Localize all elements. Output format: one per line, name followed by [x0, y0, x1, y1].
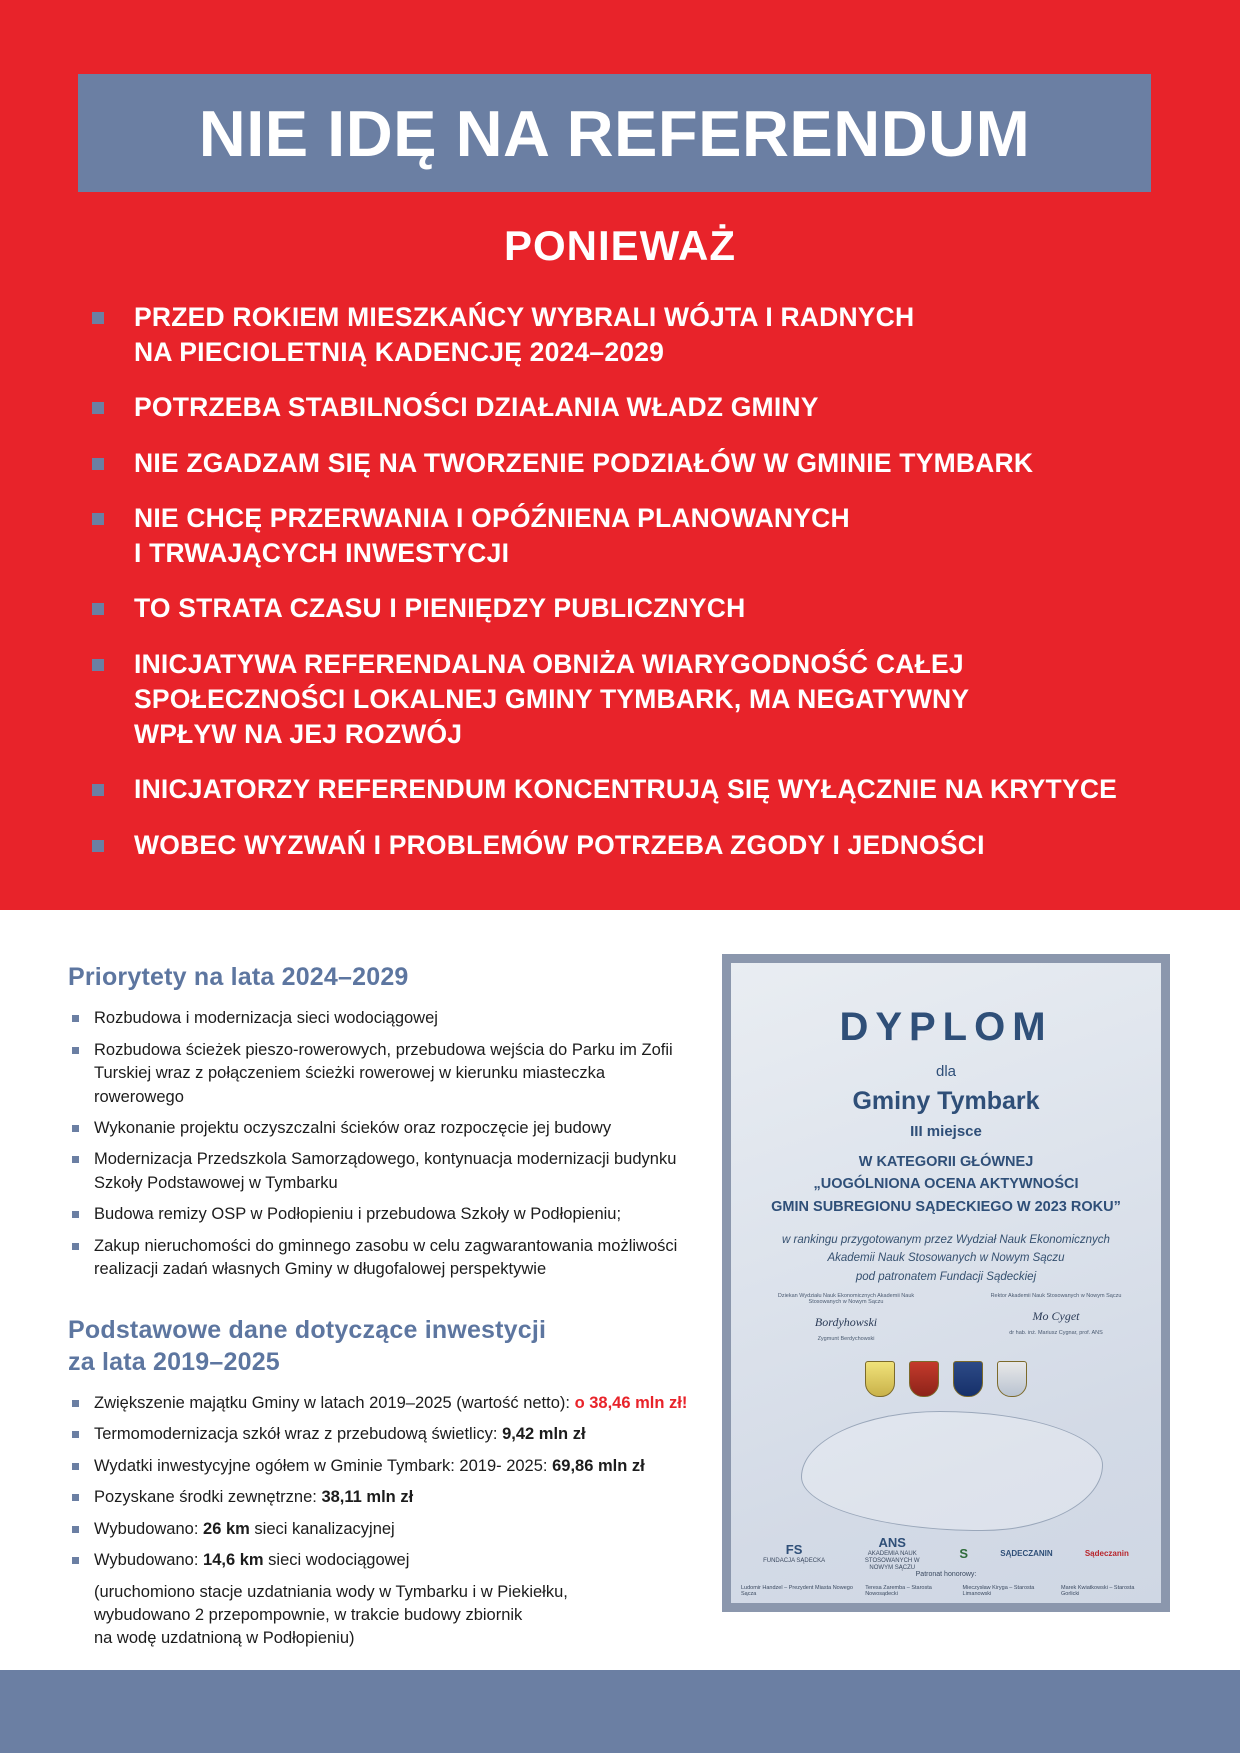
- diploma-category-line-2: „UOGÓLNIONA OCENA AKTYWNOŚCI: [813, 1176, 1079, 1193]
- list-item-value: 38,11 mln zł: [321, 1488, 414, 1507]
- coat-of-arms-icon: [909, 1361, 939, 1397]
- list-item-text: Wykonanie projektu oczyszczalni ścieków oraz rozpoczęcie jej budowy: [94, 1118, 612, 1137]
- list-item: [68, 1392, 688, 1415]
- diploma-category-line-1: W KATEGORII GŁÓWNEJ: [858, 1154, 1034, 1170]
- diploma-photo-frame: [722, 954, 1170, 1612]
- signature-role: Rektor Akademii Nauk Stosowanych w Nowym Sączu: [990, 1293, 1122, 1299]
- list-item-text: Pozyskane środki zewnętrzne:: [94, 1488, 317, 1507]
- diploma-title: DYPLOM: [839, 1005, 1053, 1049]
- investments-note-line-2: wybudowano 2 przepompownie, w trakcie budowy zbiornik: [94, 1605, 523, 1624]
- list-item-text: Zwiększenie majątku Gminy w latach 2019–2025 (wartość netto):: [94, 1393, 570, 1412]
- coat-of-arms-icon: [865, 1361, 895, 1397]
- details-section: [0, 910, 1240, 1670]
- claim-line-2: NA PIECIOLETNIĄ KADENCJĘ 2024–2029: [134, 337, 665, 368]
- list-item-value: 14,6 km: [203, 1551, 264, 1570]
- claim-item: [88, 446, 1178, 481]
- square-bullet-icon: [72, 1015, 79, 1022]
- investments-note-line-3: na wodę uzdatnioną w Podłopieniu): [94, 1629, 355, 1648]
- diploma-patrons: [731, 1585, 1161, 1597]
- headline-banner: [78, 74, 1151, 192]
- signature-name: Zygmunt Berdychowski: [817, 1336, 875, 1342]
- list-item-text: Rozbudowa i modernizacja sieci wodociągowej: [94, 1009, 438, 1028]
- bottom-color-band: [0, 1670, 1240, 1753]
- coats-of-arms-row: [731, 1361, 1161, 1397]
- square-bullet-icon: [72, 1494, 79, 1501]
- diploma-logos: [731, 1535, 1161, 1572]
- list-item-text: Termomodernizacja szkół wraz z przebudową świetlicy:: [94, 1425, 498, 1444]
- logo-mark: SĄDECZANIN: [1000, 1548, 1053, 1558]
- list-item: [68, 1039, 688, 1109]
- signature-scribble: Bordyhowski: [814, 1315, 878, 1329]
- square-bullet-icon: [92, 513, 104, 525]
- claim-line-2: SPOŁECZNOŚCI LOKALNEJ GMINY TYMBARK, MA NEGATYWNY: [134, 683, 970, 714]
- square-bullet-icon: [72, 1125, 79, 1132]
- list-item-suffix: sieci kanalizacyjnej: [254, 1519, 395, 1538]
- diploma-category-line-3: GMIN SUBREGIONU SĄDECKIEGO W 2023 ROKU”: [771, 1198, 1121, 1215]
- logo-mark: Sądeczanin: [1084, 1548, 1129, 1558]
- claim-line-1: TO STRATA CZASU I PIENIĘDZY PUBLICZNYCH: [134, 593, 746, 624]
- logo-item: [763, 1542, 825, 1565]
- list-item-text: Rozbudowa ścieżek pieszo-rowerowych, przebudowa wejścia do Parku im Zofii Turskiej wraz z połączeniem ścieżki rowerowej w kierunku miasteczka rowerowego: [94, 1040, 673, 1106]
- square-bullet-icon: [92, 784, 104, 796]
- logo-caption: FUNDACJA SĄDECKA: [763, 1557, 826, 1564]
- investments-note-line-1: (uruchomiono stacje uzdatniania wody w Tymbarku i w Piekiełku,: [94, 1582, 568, 1601]
- signature-role: Dziekan Wydziału Nauk Ekonomicznych Akademii Nauk Stosowanych w Nowym Sączu: [777, 1293, 915, 1305]
- patron-name: Marek Kwiatkowski – Starosta Gorlicki: [1061, 1585, 1135, 1597]
- claim-item: [88, 591, 1178, 626]
- list-item: [68, 1203, 688, 1226]
- patron-name: Mieczysław Kiryga – Starosta Limanowski: [962, 1585, 1035, 1597]
- square-bullet-icon: [72, 1557, 79, 1564]
- list-item: [68, 1423, 688, 1446]
- list-item-text: Wybudowano:: [94, 1551, 199, 1570]
- diploma-for-label: dla: [935, 1063, 957, 1080]
- logo-mark: S: [959, 1545, 969, 1561]
- claim-line-3: WPŁYW NA JEJ ROZWÓJ: [134, 719, 463, 750]
- list-item-text: Zakup nieruchomości do gminnego zasobu w celu zagwarantowania możliwości realizacji zadań własnych Gminy w długofalowej perspektywie: [94, 1236, 678, 1279]
- investments-note: [68, 1581, 688, 1651]
- square-bullet-icon: [92, 458, 104, 470]
- priorities-list: [68, 1007, 688, 1281]
- list-item: [68, 1007, 688, 1030]
- claim-item: [88, 772, 1178, 807]
- square-bullet-icon: [72, 1211, 79, 1218]
- claims-list: [88, 300, 1178, 883]
- claim-line-1: NIE ZGADZAM SIĘ NA TWORZENIE PODZIAŁÓW W GMINIE TYMBARK: [134, 447, 1034, 478]
- claim-line-1: POTRZEBA STABILNOŚCI DZIAŁANIA WŁADZ GMINY: [134, 392, 819, 423]
- square-bullet-icon: [72, 1047, 79, 1054]
- list-item: [68, 1486, 688, 1509]
- claim-item: [88, 390, 1178, 425]
- subregion-map-outline: [801, 1411, 1103, 1531]
- logo-item: [959, 1546, 968, 1562]
- list-item-value: 26 km: [203, 1519, 250, 1538]
- signature-name: dr hab. inż. Mariusz Cygnar, prof. ANS: [1009, 1330, 1103, 1336]
- logo-item: [857, 1535, 927, 1572]
- patron-name: Teresa Zaremba – Starosta Nowosądecki: [865, 1585, 932, 1597]
- poster-subheadline: PONIEWAŻ: [503, 222, 736, 269]
- logo-item: [1085, 1549, 1129, 1559]
- square-bullet-icon: [92, 402, 104, 414]
- diploma-patron-label: Patronat honorowy:: [915, 1571, 977, 1578]
- priorities-title: Priorytety na lata 2024–2029: [68, 963, 409, 991]
- list-item: [68, 1235, 688, 1282]
- square-bullet-icon: [92, 312, 104, 324]
- list-item-value: 69,86 mln zł: [552, 1456, 645, 1475]
- diploma-subtitle: [731, 1231, 1161, 1286]
- square-bullet-icon: [72, 1526, 79, 1533]
- poster-headline: NIE IDĘ NA REFERENDUM: [198, 96, 1031, 170]
- claim-item: [88, 647, 1178, 753]
- square-bullet-icon: [72, 1156, 79, 1163]
- list-item-text: Modernizacja Przedszkola Samorządowego, kontynuacja modernizacji budynku Szkoły Podstawowej w Tymbarku: [94, 1150, 677, 1192]
- investments-list: [68, 1392, 688, 1651]
- diploma-category: [731, 1151, 1161, 1218]
- left-column: [68, 962, 688, 1659]
- square-bullet-icon: [72, 1431, 79, 1438]
- claim-line-1: INICJATYWA REFERENDALNA OBNIŻA WIARYGODNOŚĆ CAŁEJ: [134, 648, 964, 679]
- diploma-subtitle-line-1: w rankingu przygotowanym przez Wydział Nauk Ekonomicznych: [782, 1234, 1110, 1246]
- claim-line-1: NIE CHCĘ PRZERWANIA I OPÓŹNIENA PLANOWANYCH: [134, 502, 850, 533]
- claim-item: [88, 501, 1178, 571]
- list-item-suffix: sieci wodociągowej: [268, 1551, 410, 1570]
- coat-of-arms-icon: [953, 1361, 983, 1397]
- investments-title: [68, 1315, 688, 1378]
- list-item: [68, 1117, 688, 1140]
- square-bullet-icon: [92, 603, 104, 615]
- list-item: [68, 1455, 688, 1478]
- diploma-place: III miejsce: [910, 1123, 982, 1140]
- claim-item: [88, 300, 1178, 370]
- logo-mark: ANS: [878, 1535, 906, 1550]
- square-bullet-icon: [72, 1463, 79, 1470]
- diploma-recipient: Gminy Tymbark: [852, 1087, 1040, 1115]
- square-bullet-icon: [72, 1243, 79, 1250]
- list-item-text: Wybudowano:: [94, 1519, 199, 1538]
- diploma-subtitle-line-2: Akademii Nauk Stosowanych w Nowym Sączu: [827, 1252, 1065, 1265]
- signature-block-left: [761, 1293, 931, 1342]
- signature-block-right: [971, 1293, 1141, 1336]
- list-item: [68, 1549, 688, 1572]
- list-item-value: o 38,46 mln zł!: [574, 1393, 688, 1412]
- investments-title-line-2: za lata 2019–2025: [68, 1347, 280, 1376]
- list-item-text: Budowa remizy OSP w Podłopieniu i przebudowa Szkoły w Podłopieniu;: [94, 1205, 622, 1224]
- square-bullet-icon: [92, 840, 104, 852]
- logo-item: [1000, 1549, 1052, 1559]
- list-item: [68, 1518, 688, 1541]
- claim-line-1: WOBEC WYZWAŃ I PROBLEMÓW POTRZEBA ZGODY I JEDNOŚCI: [134, 829, 985, 860]
- diploma-certificate: [731, 963, 1161, 1603]
- claim-line-1: INICJATORZY REFERENDUM KONCENTRUJĄ SIĘ WYŁĄCZNIE NA KRYTYCE: [134, 774, 1118, 805]
- logo-caption: AKADEMIA NAUK STOSOWANYCH W NOWYM SĄCZU: [864, 1550, 920, 1571]
- investments-title-line-1: Podstawowe dane dotyczące inwestycji: [68, 1316, 547, 1345]
- claim-line-1: PRZED ROKIEM MIESZKAŃCY WYBRALI WÓJTA I RADNYCH: [134, 302, 915, 332]
- diploma-subtitle-line-3: pod patronatem Fundacji Sądeckiej: [855, 1270, 1037, 1283]
- list-item-value: 9,42 mln zł: [502, 1425, 586, 1444]
- logo-mark: FS: [785, 1542, 803, 1558]
- square-bullet-icon: [92, 659, 104, 671]
- signature-scribble: Mo Cyget: [1032, 1309, 1080, 1323]
- square-bullet-icon: [72, 1400, 79, 1407]
- claim-item: [88, 828, 1178, 863]
- coat-of-arms-icon: [997, 1361, 1027, 1397]
- patron-name: Ludomir Handzel – Prezydent Miasta Nowego Sącza: [741, 1585, 853, 1597]
- claim-line-2: I TRWAJĄCYCH INWESTYCJI: [134, 538, 510, 569]
- list-item-text: Wydatki inwestycyjne ogółem w Gminie Tymbark: 2019- 2025:: [94, 1456, 548, 1475]
- list-item: [68, 1148, 688, 1195]
